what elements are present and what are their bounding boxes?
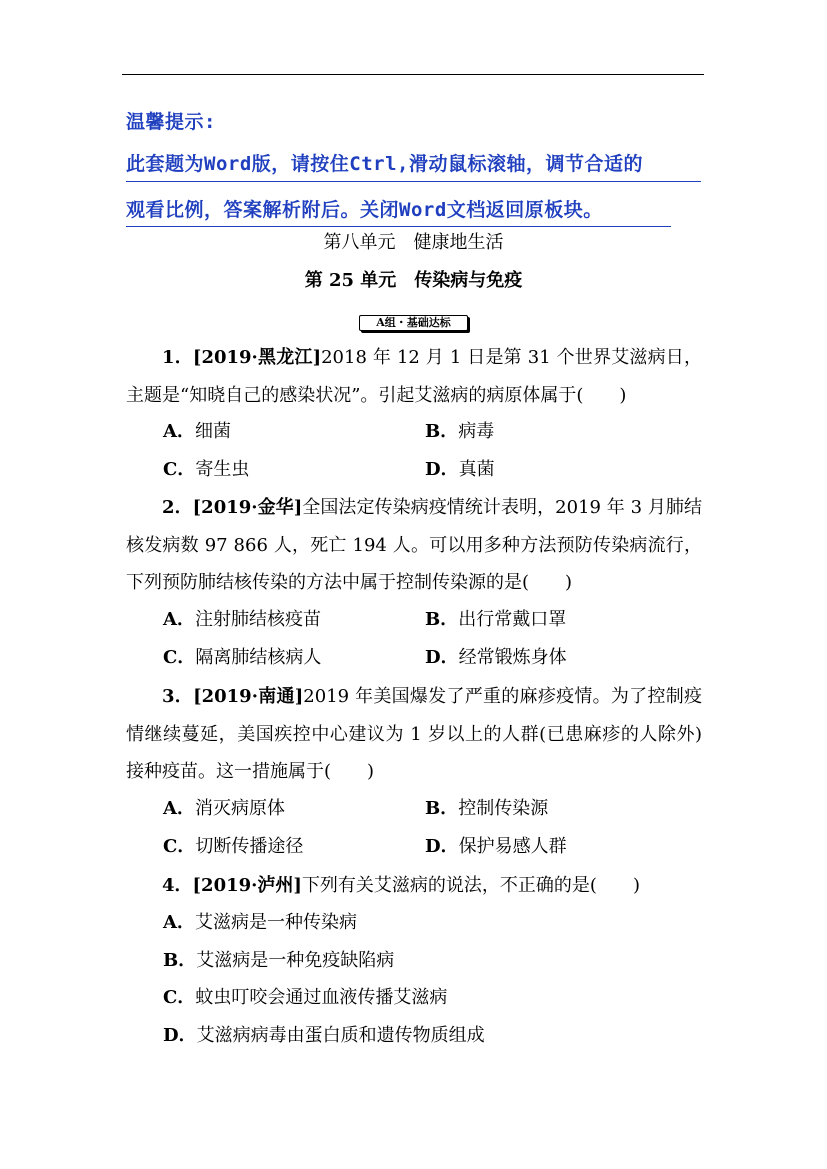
question-number: 1． [162,347,193,368]
question-stem: 2019 年美国爆发了严重的麻疹疫情。为了控制疫情继续蔓延，美国疾控中心建议为 1 岁以上的人群(已患麻疹的人除外)接种疫苗。这一措施属于( ) [126,686,702,782]
option-3b: B．控制传染源 [425,798,549,819]
option-1c: C．寄生虫 [163,459,250,480]
option-2d: D．经常锻炼身体 [425,647,567,668]
group-badge: A组・基础达标 [359,315,468,331]
question-source: [2019·南通] [193,686,304,707]
question-source: [2019·泸州] [192,875,302,896]
option-3c: C．切断传播途径 [163,836,304,857]
header-rule [122,74,704,75]
option-2b: B．出行常戴口罩 [425,609,567,630]
option-1a: A．细菌 [163,421,231,442]
question-stem: 下列有关艾滋病的说法，不正确的是( ) [301,875,640,896]
question-1 [126,339,702,414]
tip-title: 温馨提示: [126,111,216,133]
question-4 [126,867,702,905]
unit-title: 第八单元 健康地生活 [323,232,504,253]
option-2c: C．隔离肺结核病人 [163,647,322,668]
option-1b: B．病毒 [425,421,495,442]
question-source: [2019·黑龙江] [192,347,322,368]
option-4c: C．蚊虫叮咬会通过血液传播艾滋病 [163,987,448,1008]
tip-line-2[interactable]: 观看比例，答案解析附后。关闭Word文档返回原板块。 [126,199,603,221]
option-2a: A．注射肺结核疫苗 [163,609,321,630]
option-4a: A．艾滋病是一种传染病 [163,912,357,933]
question-stem: 2018 年 12 月 1 日是第 31 个世界艾滋病日，主题是“知晓自己的感染状况”。引起艾滋病的病原体属于( ) [126,347,702,406]
option-4d: D．艾滋病病毒由蛋白质和遗传物质组成 [163,1025,485,1046]
question-2 [126,489,702,602]
option-3a: A．消灭病原体 [163,798,285,819]
option-4b: B．艾滋病是一种免疫缺陷病 [163,950,395,971]
question-3 [126,678,702,791]
question-stem: 全国法定传染病疫情统计表明，2019 年 3 月肺结核发病数 97 866 人，死亡 194 人。可以用多种方法预防传染病流行，下列预防肺结核传染的方法中属于控制传染源的是( ) [126,497,702,593]
question-source: [2019·金华] [192,497,303,518]
question-number: 3． [162,686,194,707]
option-3d: D．保护易感人群 [425,836,567,857]
option-1d: D．真菌 [425,459,495,480]
tip-underline-1 [126,181,701,182]
group-badge-wrap [0,311,827,331]
question-number: 2． [162,497,193,518]
tip-underline-2 [126,226,671,227]
subunit-title: 第 25 单元 传染病与免疫 [304,270,523,291]
question-number: 4． [162,875,193,896]
tip-line-1[interactable]: 此套题为Word版，请按住Ctrl,滑动鼠标滚轴，调节合适的 [126,153,643,175]
